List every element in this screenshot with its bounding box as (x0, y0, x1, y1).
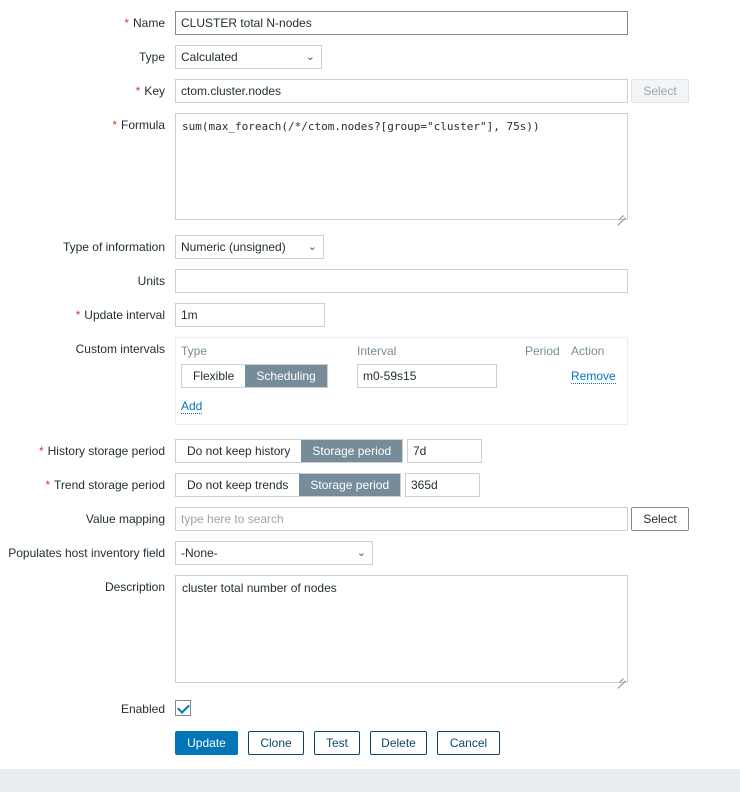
history-storage-toggle (175, 439, 403, 463)
trend-storage-toggle (175, 473, 401, 497)
inventory-field-label: Populates host inventory field (8, 546, 165, 560)
custom-intervals-header-type: Type (181, 344, 208, 358)
page-footer (0, 769, 740, 792)
value-mapping-search-input[interactable] (175, 507, 628, 531)
formula-label: * Formula (112, 118, 165, 132)
description-text: cluster total number of nodes (182, 581, 337, 595)
test-button[interactable]: Test (314, 731, 360, 755)
trend-storage-label: * Trend storage period (45, 478, 165, 492)
remove-interval-link[interactable]: Remove (571, 369, 616, 383)
custom-intervals-header-action: Action (571, 344, 605, 358)
type-label: Type (138, 50, 165, 64)
enabled-checkbox[interactable] (175, 700, 191, 716)
formula-text: sum(max_foreach(/*/ctom.nodes?[group="cluster"], 75s)) (182, 120, 540, 133)
type-select[interactable] (175, 45, 322, 69)
flexible-option[interactable]: Flexible (182, 365, 245, 387)
update-interval-input[interactable]: 1m (175, 303, 325, 327)
key-select-button[interactable]: Select (631, 79, 689, 103)
chevron-down-icon: ⌄ (305, 51, 315, 63)
description-textarea[interactable] (175, 575, 628, 683)
resize-grip-icon[interactable] (617, 209, 626, 218)
key-label: * Key (135, 84, 165, 98)
type-of-information-label: Type of information (62, 240, 165, 254)
value-mapping-label: Value mapping (85, 512, 165, 526)
do-not-keep-history-option[interactable]: Do not keep history (176, 440, 301, 462)
name-input[interactable]: CLUSTER total N-nodes (175, 11, 628, 35)
clone-button[interactable]: Clone (248, 731, 304, 755)
resize-grip-icon[interactable] (617, 672, 626, 681)
do-not-keep-trends-option[interactable]: Do not keep trends (176, 474, 299, 496)
key-input[interactable]: ctom.cluster.nodes (175, 79, 628, 103)
enabled-label: Enabled (120, 702, 165, 716)
custom-intervals-header-period: Period (525, 344, 560, 358)
formula-textarea[interactable] (175, 113, 628, 220)
type-of-information-value: Numeric (unsigned) (181, 240, 286, 254)
delete-button[interactable]: Delete (370, 731, 427, 755)
name-label: * Name (124, 16, 165, 30)
inventory-field-select[interactable] (175, 541, 373, 565)
type-of-information-select[interactable] (175, 235, 324, 259)
history-storage-period-option[interactable]: Storage period (301, 440, 402, 462)
add-interval-link[interactable]: Add (181, 399, 203, 413)
type-select-value: Calculated (181, 50, 238, 64)
cancel-button[interactable]: Cancel (437, 731, 500, 755)
update-interval-label: * Update interval (75, 308, 165, 322)
inventory-field-value: -None- (181, 546, 218, 560)
units-input[interactable] (175, 269, 628, 293)
value-mapping-placeholder: type here to search (181, 512, 284, 526)
trend-storage-period-option[interactable]: Storage period (299, 474, 400, 496)
value-mapping-select-button[interactable]: Select (631, 507, 689, 531)
description-label: Description (104, 580, 165, 594)
custom-intervals-header-interval: Interval (357, 344, 397, 358)
chevron-down-icon: ⌄ (356, 547, 366, 559)
trend-storage-input[interactable]: 365d (405, 473, 480, 497)
units-label: Units (137, 274, 165, 288)
custom-intervals-label: Custom intervals (75, 342, 165, 356)
custom-interval-type-toggle (181, 364, 328, 388)
custom-interval-input[interactable]: m0-59s15 (357, 364, 497, 388)
scheduling-option[interactable]: Scheduling (245, 365, 326, 387)
update-button[interactable]: Update (175, 731, 238, 755)
chevron-down-icon: ⌄ (307, 241, 317, 253)
history-storage-label: * History storage period (38, 444, 165, 458)
history-storage-input[interactable]: 7d (407, 439, 482, 463)
